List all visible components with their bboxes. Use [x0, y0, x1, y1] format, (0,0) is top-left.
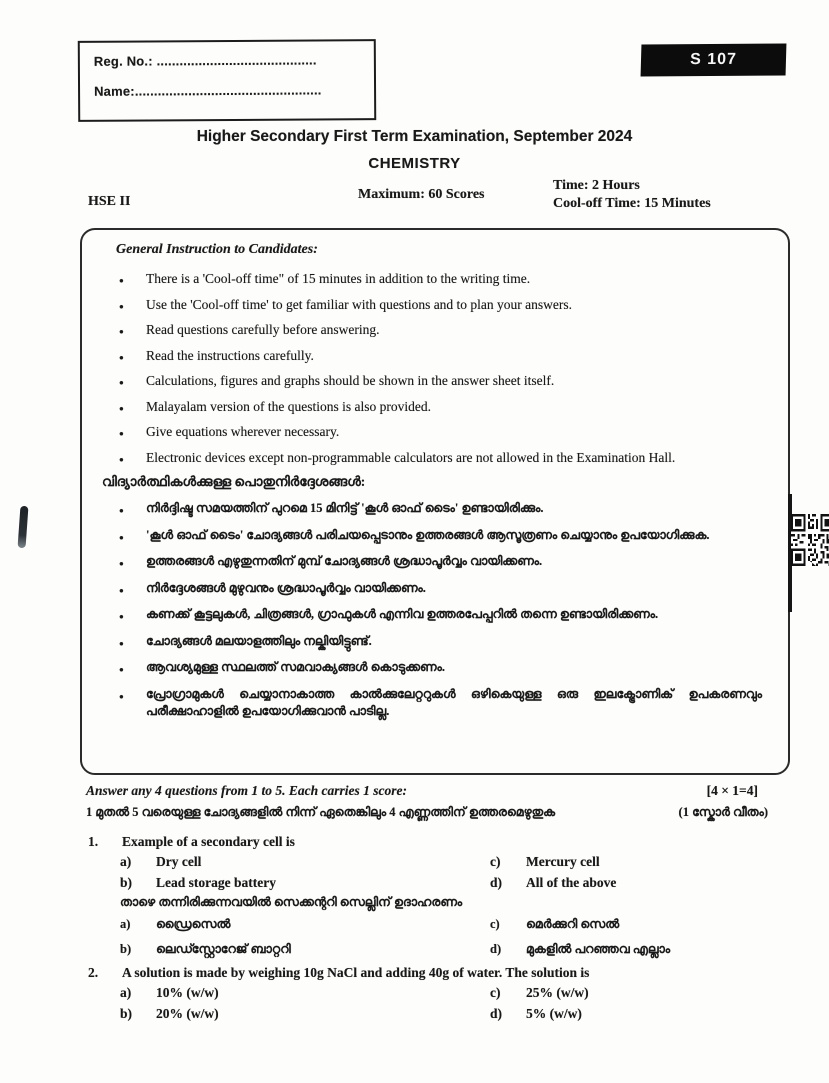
paper-code-badge: S 107	[641, 43, 787, 76]
instructions-heading-english: General Instruction to Candidates:	[116, 242, 318, 257]
options-malayalam	[120, 917, 764, 957]
instruction-item: ● Use the 'Cool-off time' to get familiar with questions and to plan your answers.	[116, 296, 762, 313]
instruction-item: ● Malayalam version of the questions is also provided.	[116, 398, 762, 415]
option-d	[490, 875, 764, 891]
option-text: ഡ്രൈസെൽ	[156, 917, 231, 931]
option-text: 25% (w/w)	[526, 985, 589, 1000]
option-text: Mercury cell	[526, 854, 600, 869]
option-letter: b)	[120, 942, 132, 956]
direction-text: Answer any 4 questions from 1 to 5. Each carries 1 score:	[86, 783, 408, 798]
options-english	[120, 985, 764, 1022]
instruction-item: ● ഉത്തരങ്ങൾ എഴുതുന്നതിന് മുമ്പ് ചോദ്യങ്ങൾ ശ്രദ്ധാപൂർവ്വം വായിക്കണം.	[116, 553, 762, 570]
instruction-item: ● കണക്ക് കൂട്ടലുകൾ, ചിത്രങ്ങൾ, ഗ്രാഫുകൾ എന്നിവ ഉത്തരപേപ്പറിൽ തന്നെ ഉണ്ടായിരിക്കണം.	[116, 606, 762, 623]
cool-off-time: Cool-off Time: 15 Minutes	[553, 196, 711, 211]
option-d	[490, 1006, 764, 1022]
option-text: മെർക്കുറി സെൽ	[526, 917, 620, 931]
instructions-list-english	[116, 270, 762, 466]
option-text: All of the above	[526, 875, 617, 890]
option-text: മുകളിൽ പറഞ്ഞവ എല്ലാം	[526, 942, 671, 956]
direction-text-ml: 1 മുതൽ 5 വരെയുള്ള ചോദ്യങ്ങളിൽ നിന്ന് ഏതെങ്കിലും 4 എണ്ണത്തിന് ഉത്തരമെഴുതുക	[86, 805, 556, 819]
option-b-ml	[120, 942, 490, 957]
time-allowed: Time: 2 Hours	[553, 178, 640, 193]
option-text: ലെഡ്സ്റ്റോറേജ് ബാറ്ററി	[156, 942, 291, 956]
subject-title: CHEMISTRY	[368, 155, 461, 172]
marks-scheme-ml: (1 സ്കോർ വീതം)	[678, 805, 768, 819]
binding-mark-icon	[18, 506, 29, 548]
qr-code-icon	[791, 514, 829, 566]
section-direction-malayalam	[86, 805, 768, 820]
option-letter: c)	[490, 917, 500, 931]
question-text: A solution is made by weighing 10g NaCl and adding 40g of water. The solution is	[122, 965, 590, 980]
option-text: 20% (w/w)	[156, 1006, 219, 1021]
instructions-heading-malayalam: വിദ്യാർത്ഥികൾക്കുള്ള പൊതുനിർദ്ദേശങ്ങൾ:	[102, 474, 366, 489]
instruction-item: ● There is a 'Cool-off time" of 15 minutes in addition to the writing time.	[116, 270, 762, 287]
instruction-item: ● Read questions carefully before answering.	[116, 321, 762, 338]
option-letter: a)	[120, 985, 132, 1000]
option-letter: a)	[120, 917, 131, 931]
instructions-list-malayalam	[116, 500, 762, 720]
option-text: 10% (w/w)	[156, 985, 219, 1000]
instruction-item: ● നിർദ്ദിഷ്ട സമയത്തിന് പുറമെ 15 മിനിട്ട് 'കൂൾ ഓഫ് ടൈം' ഉണ്ടായിരിക്കും.	[116, 500, 762, 517]
instruction-item: ● പ്രോഗ്രാമുകൾ ചെയ്യാനാകാത്ത കാൽക്കുലേറ്ററുകൾ ഒഴികെയുള്ള ഒരു ഇലക്ട്രോണിക് ഉപകരണവും പരീക്ഷാഹാളിൽ ഉപയോഗിക്കുവാൻ പാടില്ല.	[116, 686, 762, 720]
option-letter: d)	[490, 875, 503, 890]
option-c	[490, 854, 764, 870]
option-b	[120, 875, 490, 891]
question-text-malayalam: താഴെ തന്നിരിക്കുന്നവയിൽ സെക്കന്ററി സെല്ലിന് ഉദാഹരണം	[120, 895, 463, 909]
question-2	[88, 965, 764, 1022]
option-c-ml	[490, 917, 764, 932]
option-b	[120, 1006, 490, 1022]
instruction-item: ● Electronic devices except non-programmable calculators are not allowed in the Examination Hall.	[116, 449, 762, 466]
instruction-item: ● നിർദ്ദേശങ്ങൾ മുഴുവനും ശ്രദ്ധാപൂർവ്വം വായിക്കണം.	[116, 580, 762, 597]
question-1	[88, 834, 764, 957]
section-direction-english	[86, 783, 758, 799]
maximum-score: Maximum: 60 Scores	[358, 187, 485, 202]
question-number: 1.	[88, 834, 99, 849]
reg-no-field: Reg. No.: ..........................................	[93, 52, 317, 69]
instruction-item: ● Give equations wherever necessary.	[116, 423, 762, 440]
instruction-item: ● Calculations, figures and graphs should be shown in the answer sheet itself.	[116, 372, 762, 389]
option-a	[120, 854, 490, 870]
option-letter: b)	[120, 875, 133, 890]
option-text: Lead storage battery	[156, 875, 276, 890]
option-letter: d)	[490, 1006, 503, 1021]
option-d-ml	[490, 942, 764, 957]
name-field: Name:.................................................	[94, 82, 322, 99]
marks-scheme: [4 × 1=4]	[706, 783, 758, 798]
exam-level: HSE II	[88, 194, 131, 209]
instruction-item: ● ആവശ്യമുള്ള സ്ഥലത്ത് സമവാക്യങ്ങൾ കൊടുക്കണം.	[116, 659, 762, 676]
instruction-item: ● 'കൂൾ ഓഫ് ടൈം' ചോദ്യങ്ങൾ പരിചയപ്പെടാനും ഉത്തരങ്ങൾ ആസൂത്രണം ചെയ്യാനും ഉപയോഗിക്കുക.	[116, 527, 762, 544]
candidate-info-box	[78, 39, 376, 122]
option-letter: b)	[120, 1006, 133, 1021]
instruction-item: ● ചോദ്യങ്ങൾ മലയാളത്തിലും നല്കിയിട്ടുണ്ട്.	[116, 633, 762, 650]
option-letter: d)	[490, 942, 502, 956]
questions-section	[88, 834, 764, 1028]
time-info	[553, 177, 711, 213]
question-number: 2.	[88, 965, 99, 980]
option-letter: a)	[120, 854, 132, 869]
instruction-item: ● Read the instructions carefully.	[116, 347, 762, 364]
option-a-ml	[120, 917, 490, 932]
option-letter: c)	[490, 854, 501, 869]
option-c	[490, 985, 764, 1001]
option-a	[120, 985, 490, 1001]
option-text: Dry cell	[156, 854, 202, 869]
option-letter: c)	[490, 985, 501, 1000]
exam-title: Higher Secondary First Term Examination, September 2024	[196, 128, 633, 145]
option-text: 5% (w/w)	[526, 1006, 582, 1021]
options-english	[120, 854, 764, 891]
question-text: Example of a secondary cell is	[122, 834, 295, 849]
instructions-box	[80, 228, 790, 775]
